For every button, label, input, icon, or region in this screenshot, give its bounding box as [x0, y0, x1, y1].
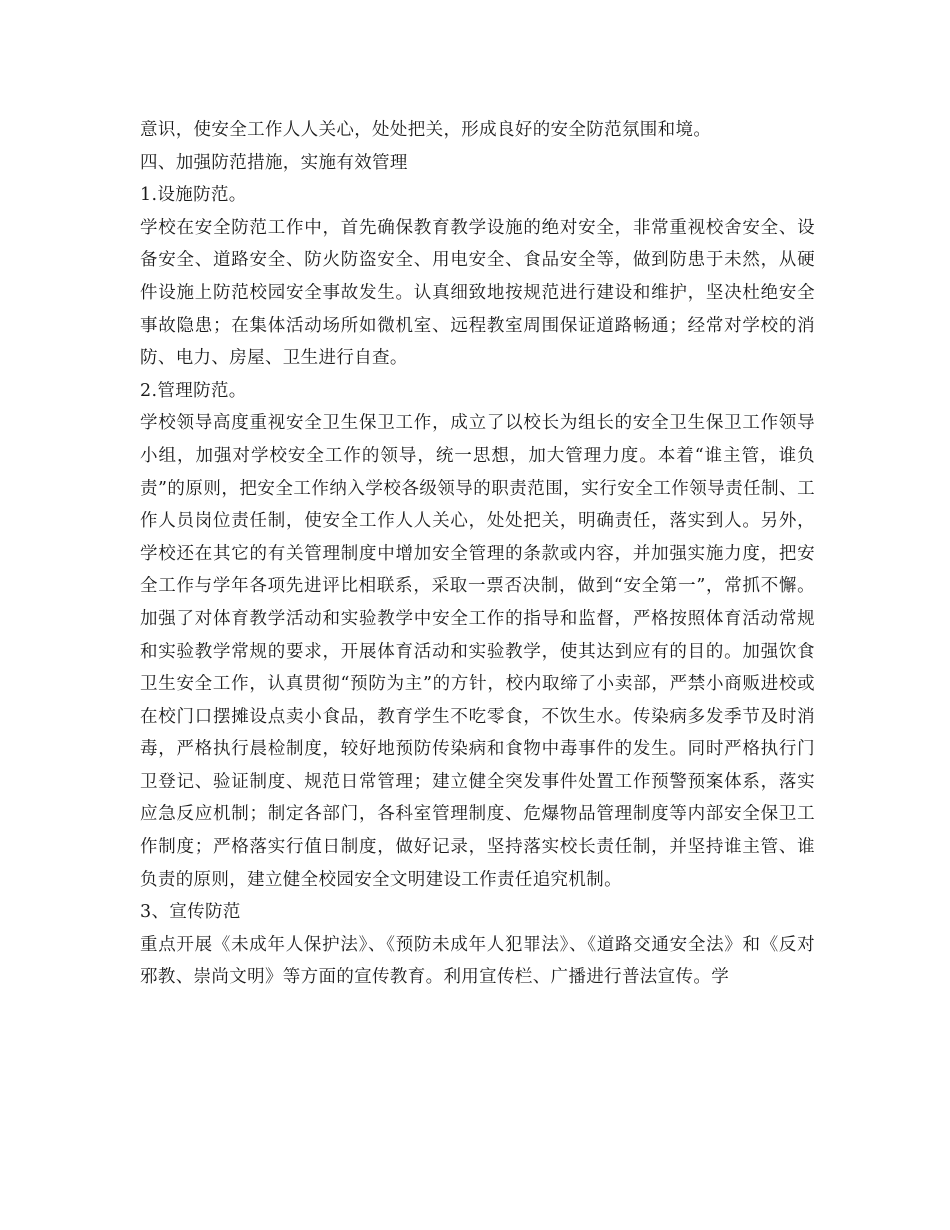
document-body — [140, 114, 815, 994]
paragraph-management: 学校领导高度重视安全卫生保卫工作，成立了以校长为组长的安全卫生保卫工作领导小组，加强对学校安全工作的领导，统一思想，加大管理力度。本着“谁主管，谁负责”的原则，把安全工作纳入学校各级领导的职责范围，实行安全工作领导责任制、工作人员岗位责任制，使安全工作人人关心，处处把关，明确责任，落实到人。另外，学校还在其它的有关管理制度中增加安全管理的条款或内容，并加强实施力度，把安全工作与学年各项先进评比相联系，采取一票否决制，做到“安全第一”，常抓不懈。加强了对体育教学活动和实验教学中安全工作的指导和监督，严格按照体育活动常规和实验教学常规的要求，开展体育活动和实验教学，使其达到应有的目的。加强饮食卫生安全工作，认真贯彻“预防为主”的方针，校内取缔了小卖部，严禁小商贩进校或在校门口摆摊设点卖小食品，教育学生不吃零食，不饮生水。传染病多发季节及时消毒，严格执行晨检制度，较好地预防传染病和食物中毒事件的发生。同时严格执行门卫登记、验证制度、规范日常管理；建立健全突发事件处置工作预警预案体系，落实应急反应机制；制定各部门，各科室管理制度、危爆物品管理制度等内部安全保卫工作制度；严格落实行值日制度，做好记录，坚持落实校长责任制，并坚持谁主管、谁负责的原则，建立健全校园安全文明建设工作责任追究机制。 — [140, 413, 815, 890]
paragraph-publicity: 重点开展《未成年人保护法》、《预防未成年人犯罪法》、《道路交通安全法》和《反对邪教、崇尚文明》等方面的宣传教育。利用宣传栏、广播进行普法宣传。学 — [140, 934, 815, 988]
paragraph-continuation: 意识，使安全工作人人关心，处处把关，形成良好的安全防范氛围和境。 — [140, 120, 712, 140]
subsection-heading-management: 2.管理防范。 — [140, 380, 247, 401]
subsection-heading-facility: 1.设施防范。 — [140, 185, 247, 206]
section-heading-4: 四、加强防范措施，实施有效管理 — [140, 152, 408, 173]
paragraph-facility: 学校在安全防范工作中，首先确保教育教学设施的绝对安全，非常重视校舍安全、设备安全、道路安全、防火防盗安全、用电安全、食品安全等，做到防患于未然，从硬件设施上防范校园安全事故发生。认真细致地按规范进行建设和维护，坚决杜绝安全事故隐患；在集体活动场所如微机室、远程教室周围保证道路畅通；经常对学校的消防、电力、房屋、卫生进行自查。 — [140, 217, 815, 369]
subsection-heading-publicity: 3、宣传防范 — [140, 902, 241, 923]
